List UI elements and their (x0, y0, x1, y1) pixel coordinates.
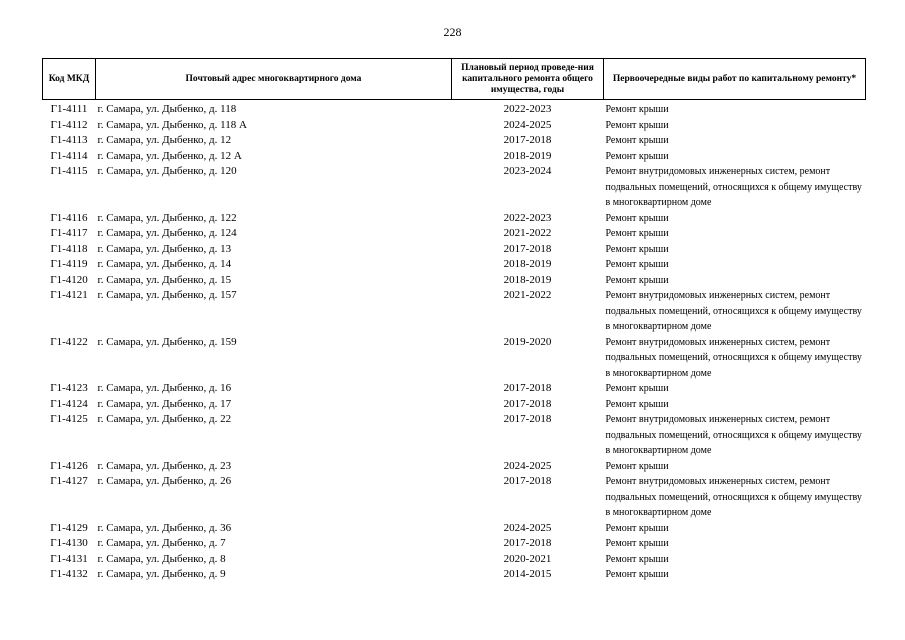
row-works-cell: Ремонт крыши (605, 259, 669, 270)
row-period-cell: 2014-2015 (503, 568, 552, 580)
row-address-cell: г. Самара, ул. Дыбенко, д. 17 (97, 397, 232, 410)
row-works-cell: Ремонт крыши (605, 135, 669, 146)
table-row (43, 459, 866, 475)
row-address-cell: г. Самара, ул. Дыбенко, д. 12 (97, 134, 232, 146)
table-row (43, 474, 866, 521)
row-address-cell: г. Самара, ул. Дыбенко, д. 118 (97, 103, 237, 115)
table-row (43, 149, 866, 165)
row-address-cell: г. Самара, ул. Дыбенко, д. 122 (97, 211, 237, 224)
row-code-cell: Г1-4127 (50, 475, 88, 487)
row-works-cell: Ремонт крыши (605, 398, 669, 410)
row-works-cell: Ремонт крыши (605, 569, 669, 580)
table-row (43, 521, 866, 537)
table-row (43, 102, 866, 118)
header-period: Плановый период проведе-ния капитального ремонта общего имущества, годы (452, 59, 604, 100)
row-address-cell: г. Самара, ул. Дыбенко, д. 9 (97, 568, 226, 580)
row-address-cell: г. Самара, ул. Дыбенко, д. 26 (97, 475, 232, 487)
header-code: Код МКД (43, 59, 96, 100)
row-period-cell: 2021-2022 (503, 227, 552, 239)
row-code-cell: Г1-4125 (50, 413, 88, 425)
row-code-cell: Г1-4132 (50, 568, 88, 580)
row-period-cell: 2017-2018 (503, 475, 552, 487)
row-address-cell: г. Самара, ул. Дыбенко, д. 13 (97, 242, 232, 255)
row-works-cell: Ремонт крыши (605, 522, 669, 534)
row-period-cell: 2017-2018 (503, 397, 552, 410)
table-row (43, 335, 866, 382)
table-row (43, 536, 866, 552)
row-code-cell: Г1-4130 (50, 537, 88, 549)
row-works-cell: Ремонт внутридомовых инженерных систем, ремонт подвальных помещений, относящихся к общему имуществу в многоквартирном доме (605, 476, 862, 518)
row-code-cell: Г1-4118 (50, 242, 88, 255)
row-address-cell: г. Самара, ул. Дыбенко, д. 16 (97, 382, 232, 394)
row-works-cell: Ремонт крыши (605, 553, 669, 565)
row-period-cell: 2021-2022 (503, 289, 552, 301)
row-works-cell: Ремонт крыши (605, 119, 669, 131)
row-code-cell: Г1-4124 (50, 397, 88, 410)
row-period-cell: 2017-2018 (503, 134, 552, 146)
row-period-cell: 2017-2018 (503, 382, 552, 394)
table-row (43, 273, 866, 289)
table-row (43, 133, 866, 149)
row-period-cell: 2017-2018 (503, 413, 552, 425)
row-code-cell: Г1-4122 (50, 335, 88, 348)
row-code-cell: Г1-4123 (50, 382, 88, 394)
table-row (43, 257, 866, 273)
row-code-cell: Г1-4129 (50, 521, 88, 534)
row-address-cell: г. Самара, ул. Дыбенко, д. 15 (97, 273, 232, 286)
table-row (43, 412, 866, 459)
row-period-cell: 2024-2025 (503, 118, 552, 131)
row-address-cell: г. Самара, ул. Дыбенко, д. 124 (97, 227, 237, 239)
row-works-cell: Ремонт крыши (605, 228, 669, 239)
table-header-row (43, 59, 866, 100)
row-address-cell: г. Самара, ул. Дыбенко, д. 118 А (97, 118, 247, 131)
row-code-cell: Г1-4116 (50, 211, 88, 224)
row-period-cell: 2024-2025 (503, 521, 552, 534)
row-address-cell: г. Самара, ул. Дыбенко, д. 159 (97, 335, 237, 348)
row-period-cell: 2017-2018 (503, 537, 552, 549)
header-address: Почтовый адрес многоквартирного дома (96, 59, 452, 100)
row-works-cell: Ремонт крыши (605, 150, 669, 162)
table-body (43, 100, 866, 583)
row-address-cell: г. Самара, ул. Дыбенко, д. 23 (97, 459, 232, 472)
row-code-cell: Г1-4117 (50, 227, 88, 239)
row-address-cell: г. Самара, ул. Дыбенко, д. 36 (97, 521, 232, 534)
row-period-cell: 2023-2024 (503, 165, 552, 177)
capital-repair-table (42, 58, 866, 583)
row-works-cell: Ремонт крыши (605, 243, 669, 255)
row-code-cell: Г1-4115 (50, 165, 88, 177)
row-address-cell: г. Самара, ул. Дыбенко, д. 8 (97, 552, 226, 565)
table-row (43, 397, 866, 413)
row-works-cell: Ремонт крыши (605, 383, 669, 394)
row-code-cell: Г1-4112 (50, 118, 88, 131)
row-works-cell: Ремонт крыши (605, 274, 669, 286)
row-period-cell: 2018-2019 (503, 258, 552, 270)
table-row (43, 118, 866, 134)
table-row (43, 552, 866, 568)
row-period-cell: 2022-2023 (503, 211, 552, 224)
row-works-cell: Ремонт крыши (605, 104, 669, 115)
row-code-cell: Г1-4111 (50, 103, 88, 115)
row-address-cell: г. Самара, ул. Дыбенко, д. 120 (97, 165, 237, 177)
row-code-cell: Г1-4114 (50, 149, 88, 162)
row-period-cell: 2019-2020 (503, 335, 552, 348)
row-period-cell: 2018-2019 (503, 149, 552, 162)
row-code-cell: Г1-4121 (50, 289, 88, 301)
row-period-cell: 2020-2021 (503, 552, 552, 565)
row-works-cell: Ремонт крыши (605, 538, 669, 549)
header-works: Первоочередные виды работ по капитальному ремонту* (604, 59, 866, 100)
row-works-cell: Ремонт крыши (605, 460, 669, 472)
table-row (43, 164, 866, 211)
row-works-cell: Ремонт внутридомовых инженерных систем, ремонт подвальных помещений, относящихся к общему имуществу в многоквартирном доме (605, 336, 862, 379)
row-period-cell: 2022-2023 (503, 103, 552, 115)
row-code-cell: Г1-4120 (50, 273, 88, 286)
row-period-cell: 2018-2019 (503, 273, 552, 286)
table-row (43, 567, 866, 583)
row-period-cell: 2024-2025 (503, 459, 552, 472)
table-row (43, 381, 866, 397)
table-row (43, 226, 866, 242)
row-address-cell: г. Самара, ул. Дыбенко, д. 12 А (97, 149, 242, 162)
row-code-cell: Г1-4113 (50, 134, 88, 146)
row-works-cell: Ремонт внутридомовых инженерных систем, ремонт подвальных помещений, относящихся к общему имуществу в многоквартирном доме (605, 166, 862, 208)
row-works-cell: Ремонт внутридомовых инженерных систем, ремонт подвальных помещений, относящихся к общему имуществу в многоквартирном доме (605, 290, 862, 332)
row-code-cell: Г1-4126 (50, 459, 88, 472)
page-number: 228 (443, 25, 462, 39)
row-address-cell: г. Самара, ул. Дыбенко, д. 22 (97, 413, 232, 425)
row-code-cell: Г1-4131 (50, 552, 88, 565)
table-row (43, 288, 866, 335)
row-works-cell: Ремонт внутридомовых инженерных систем, ремонт подвальных помещений, относящихся к общему имуществу в многоквартирном доме (605, 414, 862, 456)
row-period-cell: 2017-2018 (503, 242, 552, 255)
row-code-cell: Г1-4119 (50, 258, 88, 270)
table-row (43, 211, 866, 227)
table-row (43, 242, 866, 258)
row-address-cell: г. Самара, ул. Дыбенко, д. 157 (97, 289, 237, 301)
row-address-cell: г. Самара, ул. Дыбенко, д. 7 (97, 537, 226, 549)
row-works-cell: Ремонт крыши (605, 212, 669, 224)
row-address-cell: г. Самара, ул. Дыбенко, д. 14 (97, 258, 232, 270)
